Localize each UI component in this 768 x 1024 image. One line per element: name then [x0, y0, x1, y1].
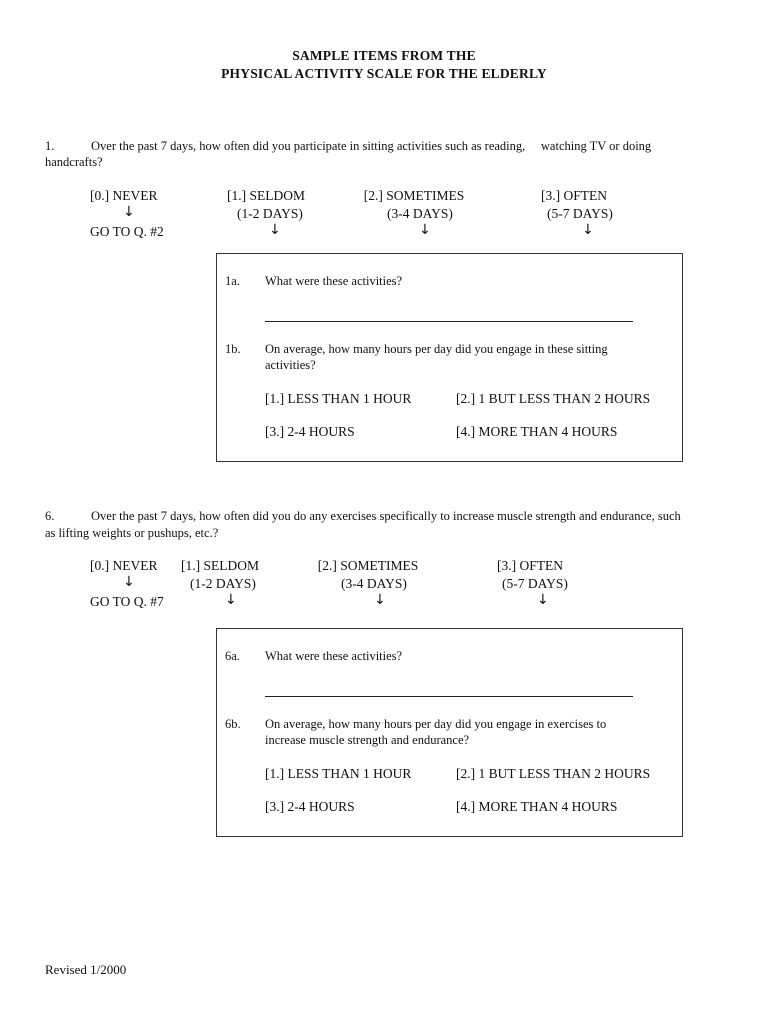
q6b-answer-1[interactable]: [1.] LESS THAN 1 HOUR [265, 766, 412, 781]
q1-option-often-days: (5-7 DAYS) [547, 206, 613, 221]
q6b-number: 6b. [225, 717, 241, 731]
revision-note: Revised 1/2000 [45, 962, 127, 977]
q1-skip-instruction: GO TO Q. #2 [90, 224, 164, 239]
q6a-number: 6a. [225, 649, 240, 663]
q6-option-seldom-days: (1-2 DAYS) [190, 576, 256, 591]
question-6-number: 6. [45, 509, 55, 523]
down-arrow-icon: ↓ [225, 592, 237, 608]
down-arrow-icon: ↓ [123, 574, 135, 590]
down-arrow-icon: ↓ [123, 204, 135, 220]
page-title-line1: SAMPLE ITEMS FROM THE [292, 48, 476, 63]
q6-option-often-days: (5-7 DAYS) [502, 576, 568, 591]
question-1-text-line1: Over the past 7 days, how often did you participate in sitting activities such as reading, watching TV or doing [91, 139, 652, 153]
q1b-answer-4[interactable]: [4.] MORE THAN 4 HOURS [456, 424, 618, 439]
q6a-answer-line[interactable] [265, 696, 633, 697]
q6b-text-line2: increase muscle strength and endurance? [265, 733, 470, 747]
q6b-answer-3[interactable]: [3.] 2-4 HOURS [265, 799, 355, 814]
q1-option-sometimes-days: (3-4 DAYS) [387, 206, 453, 221]
q1b-number: 1b. [225, 342, 241, 356]
q1b-text-line2: activities? [265, 358, 316, 372]
q1a-text: What were these activities? [265, 274, 403, 288]
q6-skip-instruction: GO TO Q. #7 [90, 594, 164, 609]
q1-option-never[interactable]: [0.] NEVER [90, 188, 158, 203]
q1b-answer-1[interactable]: [1.] LESS THAN 1 HOUR [265, 391, 412, 406]
q6-option-never[interactable]: [0.] NEVER [90, 558, 158, 573]
q6b-answer-2[interactable]: [2.] 1 BUT LESS THAN 2 HOURS [456, 766, 651, 781]
q1-option-seldom-days: (1-2 DAYS) [237, 206, 303, 221]
q1-option-sometimes[interactable]: [2.] SOMETIMES [363, 188, 465, 203]
q1b-answer-3[interactable]: [3.] 2-4 HOURS [265, 424, 355, 439]
q1-followup-box [216, 253, 683, 462]
q6-option-often[interactable]: [3.] OFTEN [497, 558, 563, 573]
q6-followup-box [216, 628, 683, 837]
question-1-text-line2: handcrafts? [45, 155, 103, 169]
q6-option-sometimes[interactable]: [2.] SOMETIMES [317, 558, 419, 573]
down-arrow-icon: ↓ [582, 222, 594, 238]
q6b-answer-4[interactable]: [4.] MORE THAN 4 HOURS [456, 799, 618, 814]
q6-option-seldom[interactable]: [1.] SELDOM [181, 558, 259, 573]
q1b-answer-2[interactable]: [2.] 1 BUT LESS THAN 2 HOURS [456, 391, 651, 406]
q1-option-seldom[interactable]: [1.] SELDOM [227, 188, 305, 203]
q6-option-sometimes-days: (3-4 DAYS) [341, 576, 407, 591]
question-1-number: 1. [45, 139, 55, 153]
question-6-text-line2: as lifting weights or pushups, etc.? [45, 526, 219, 540]
q1b-text-line1: On average, how many hours per day did you engage in these sitting [265, 342, 608, 356]
q1a-answer-line[interactable] [265, 321, 633, 322]
q6a-text: What were these activities? [265, 649, 403, 663]
down-arrow-icon: ↓ [537, 592, 549, 608]
q1a-number: 1a. [225, 274, 240, 288]
q6b-text-line1: On average, how many hours per day did you engage in exercises to [265, 717, 607, 731]
page-title-line2: PHYSICAL ACTIVITY SCALE FOR THE ELDERLY [221, 66, 547, 81]
question-6-text-line1: Over the past 7 days, how often did you do any exercises specifically to increase muscle strength and endurance, such [91, 509, 681, 523]
down-arrow-icon: ↓ [269, 222, 281, 238]
q1-option-often[interactable]: [3.] OFTEN [541, 188, 607, 203]
down-arrow-icon: ↓ [419, 222, 431, 238]
down-arrow-icon: ↓ [374, 592, 386, 608]
